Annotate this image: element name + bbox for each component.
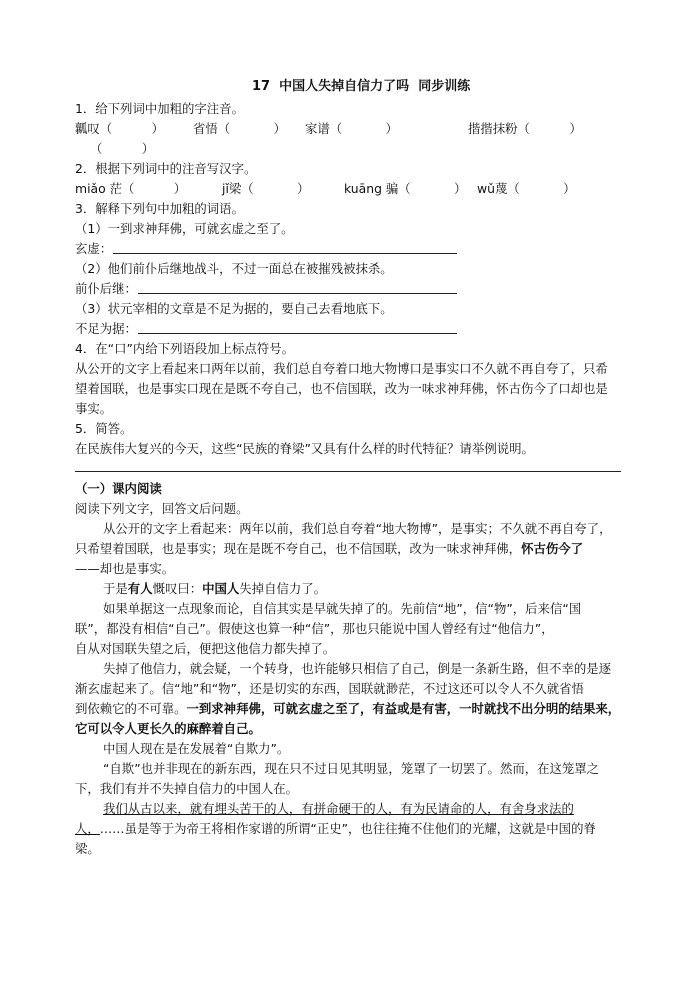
passage-p2: 于是有人慨叹曰：中国人失掉自信力了。 [103,581,327,596]
q1-item-2: 省悟（ ） [193,121,286,136]
passage-p5: 中国人现在是在发展着“自欺力”。 [103,741,290,756]
passage-p7-line-2: 人，……虽是等于为帝王将相作家谱的所谓“正史”，也往往掩不住他们的光耀，这就是中国的脊 [75,821,596,836]
q3-label-2: 前仆后继： [75,281,137,296]
passage-p7-line-3: 梁。 [75,841,100,856]
q4-passage-line-2: 望着国联，也是事实口现在是既不夸自己，也不信国联，改为一味求神拜佛，怀古伤今了口却也是 [75,381,608,396]
q2-item-1: miǎo 茫（ ） [75,181,187,196]
q2-item-3: kuāng 骗（ ） [344,181,467,196]
answer-line-2[interactable] [138,293,457,294]
answer-line-1[interactable] [113,253,457,254]
passage-p1-line-2: 只希望着国联，也是事实；现在是既不夸自己，也不信国联，改为一味求神拜佛，怀古伤今了 [75,541,584,556]
passage-p7-line-1: 我们从古以来，就有埋头苦干的人，有拼命硬干的人，有为民请命的人，有舍身求法的 [103,801,574,816]
passage-p6-line-1: “自欺”也并非现在的新东西，现在只不过日见其明显，笼罩了一切罢了。然而，在这笼罩之 [103,761,600,776]
q2-item-2: jǐ梁（ ） [222,181,310,196]
section-heading: （一）课内阅读 [75,481,162,496]
q3-label-3: 不足为据： [75,321,137,336]
q5-question: 在民族伟大复兴的今天，这些“民族的脊梁”又具有什么样的时代特征？请举例说明。 [75,441,534,456]
q2-item-4: wǔ蔑（ ） [477,181,576,196]
passage-p3-line-3: 自从对国联失望之后，便把这他信力都失掉了。 [75,641,336,656]
passage-p6-line-2: 下，我们有并不失掉自信力的中国人在。 [75,781,299,796]
q5-heading: 5．简答。 [75,421,133,436]
passage-p4-line-1: 失掉了他信力，就会疑，一个转身，也许能够只相信了自己，倒是一条新生路，但不幸的是逐 [103,661,612,676]
q1-item-4-cont: （ ） [90,141,155,156]
q3-label-1: 玄虚： [75,241,113,256]
q4-heading: 4．在“口”内给下列语段加上标点符号。 [75,341,294,356]
worksheet-title: 17 中国人失掉自信力了吗 同步训练 [252,79,471,94]
passage-p1-line-3: ——却也是事实。 [75,561,175,576]
q3-sentence-1: （1）一到求神拜佛，可就玄虚之至了。 [75,221,294,236]
q1-item-3: 家谱（ ） [305,121,398,136]
passage-p3-line-2: 联”，都没有相信“自己”。假使这也算一种“信”，那也只能说中国人曾经有过“他信力”， [75,621,554,636]
q1-heading: 1．给下列词中加粗的字注音。 [75,101,244,116]
q2-heading: 2．根据下列词中的注音写汉字。 [75,161,257,176]
passage-p4-line-4: 它可以令人更长久的麻醉着自己。 [75,721,261,736]
q3-sentence-3: （3）状元宰相的文章是不足为据的，要自己去看地底下。 [75,301,393,316]
passage-p3-line-1: 如果单据这一点现象而论，自信其实是早就失掉了的。先前信“地”，信“物”，后来信“国 [103,601,582,616]
passage-p1-line-1: 从公开的文字上看起来：两年以前，我们总自夸着“地大物博”，是事实；不久就不再自夸了， [103,521,612,536]
passage-p4-line-2: 渐玄虚起来了。信“地”和“物”，还是切实的东西，国联就渺茫，不过这还可以令人不久就省悟 [75,681,584,696]
q3-sentence-2: （2）他们前仆后继地战斗，不过一面总在被摧残被抹杀。 [75,261,393,276]
passage-p4-line-3: 到依赖它的不可靠。一到求神拜佛，可就玄虚之至了，有益或是有害，一时就找不出分明的结果来， [75,701,621,716]
answer-line-3[interactable] [138,333,457,334]
q4-passage-line-1: 从公开的文字上看起来口两年以前，我们总自夸着口地大物博口是事实口不久就不再自夸了，只希 [75,361,608,376]
reading-instruction: 阅读下列文字，回答文后问题。 [75,501,249,516]
q3-heading: 3．解释下列句中加粗的词语。 [75,201,244,216]
q4-passage-line-3: 事实。 [75,401,113,416]
q1-item-4: 揩揩抹粉（ ） [468,121,582,136]
answer-line-q5[interactable] [75,471,621,472]
bold-phrase: 怀古伤今了 [521,541,584,556]
q1-item-1: 瓤叹（ ） [75,121,164,136]
